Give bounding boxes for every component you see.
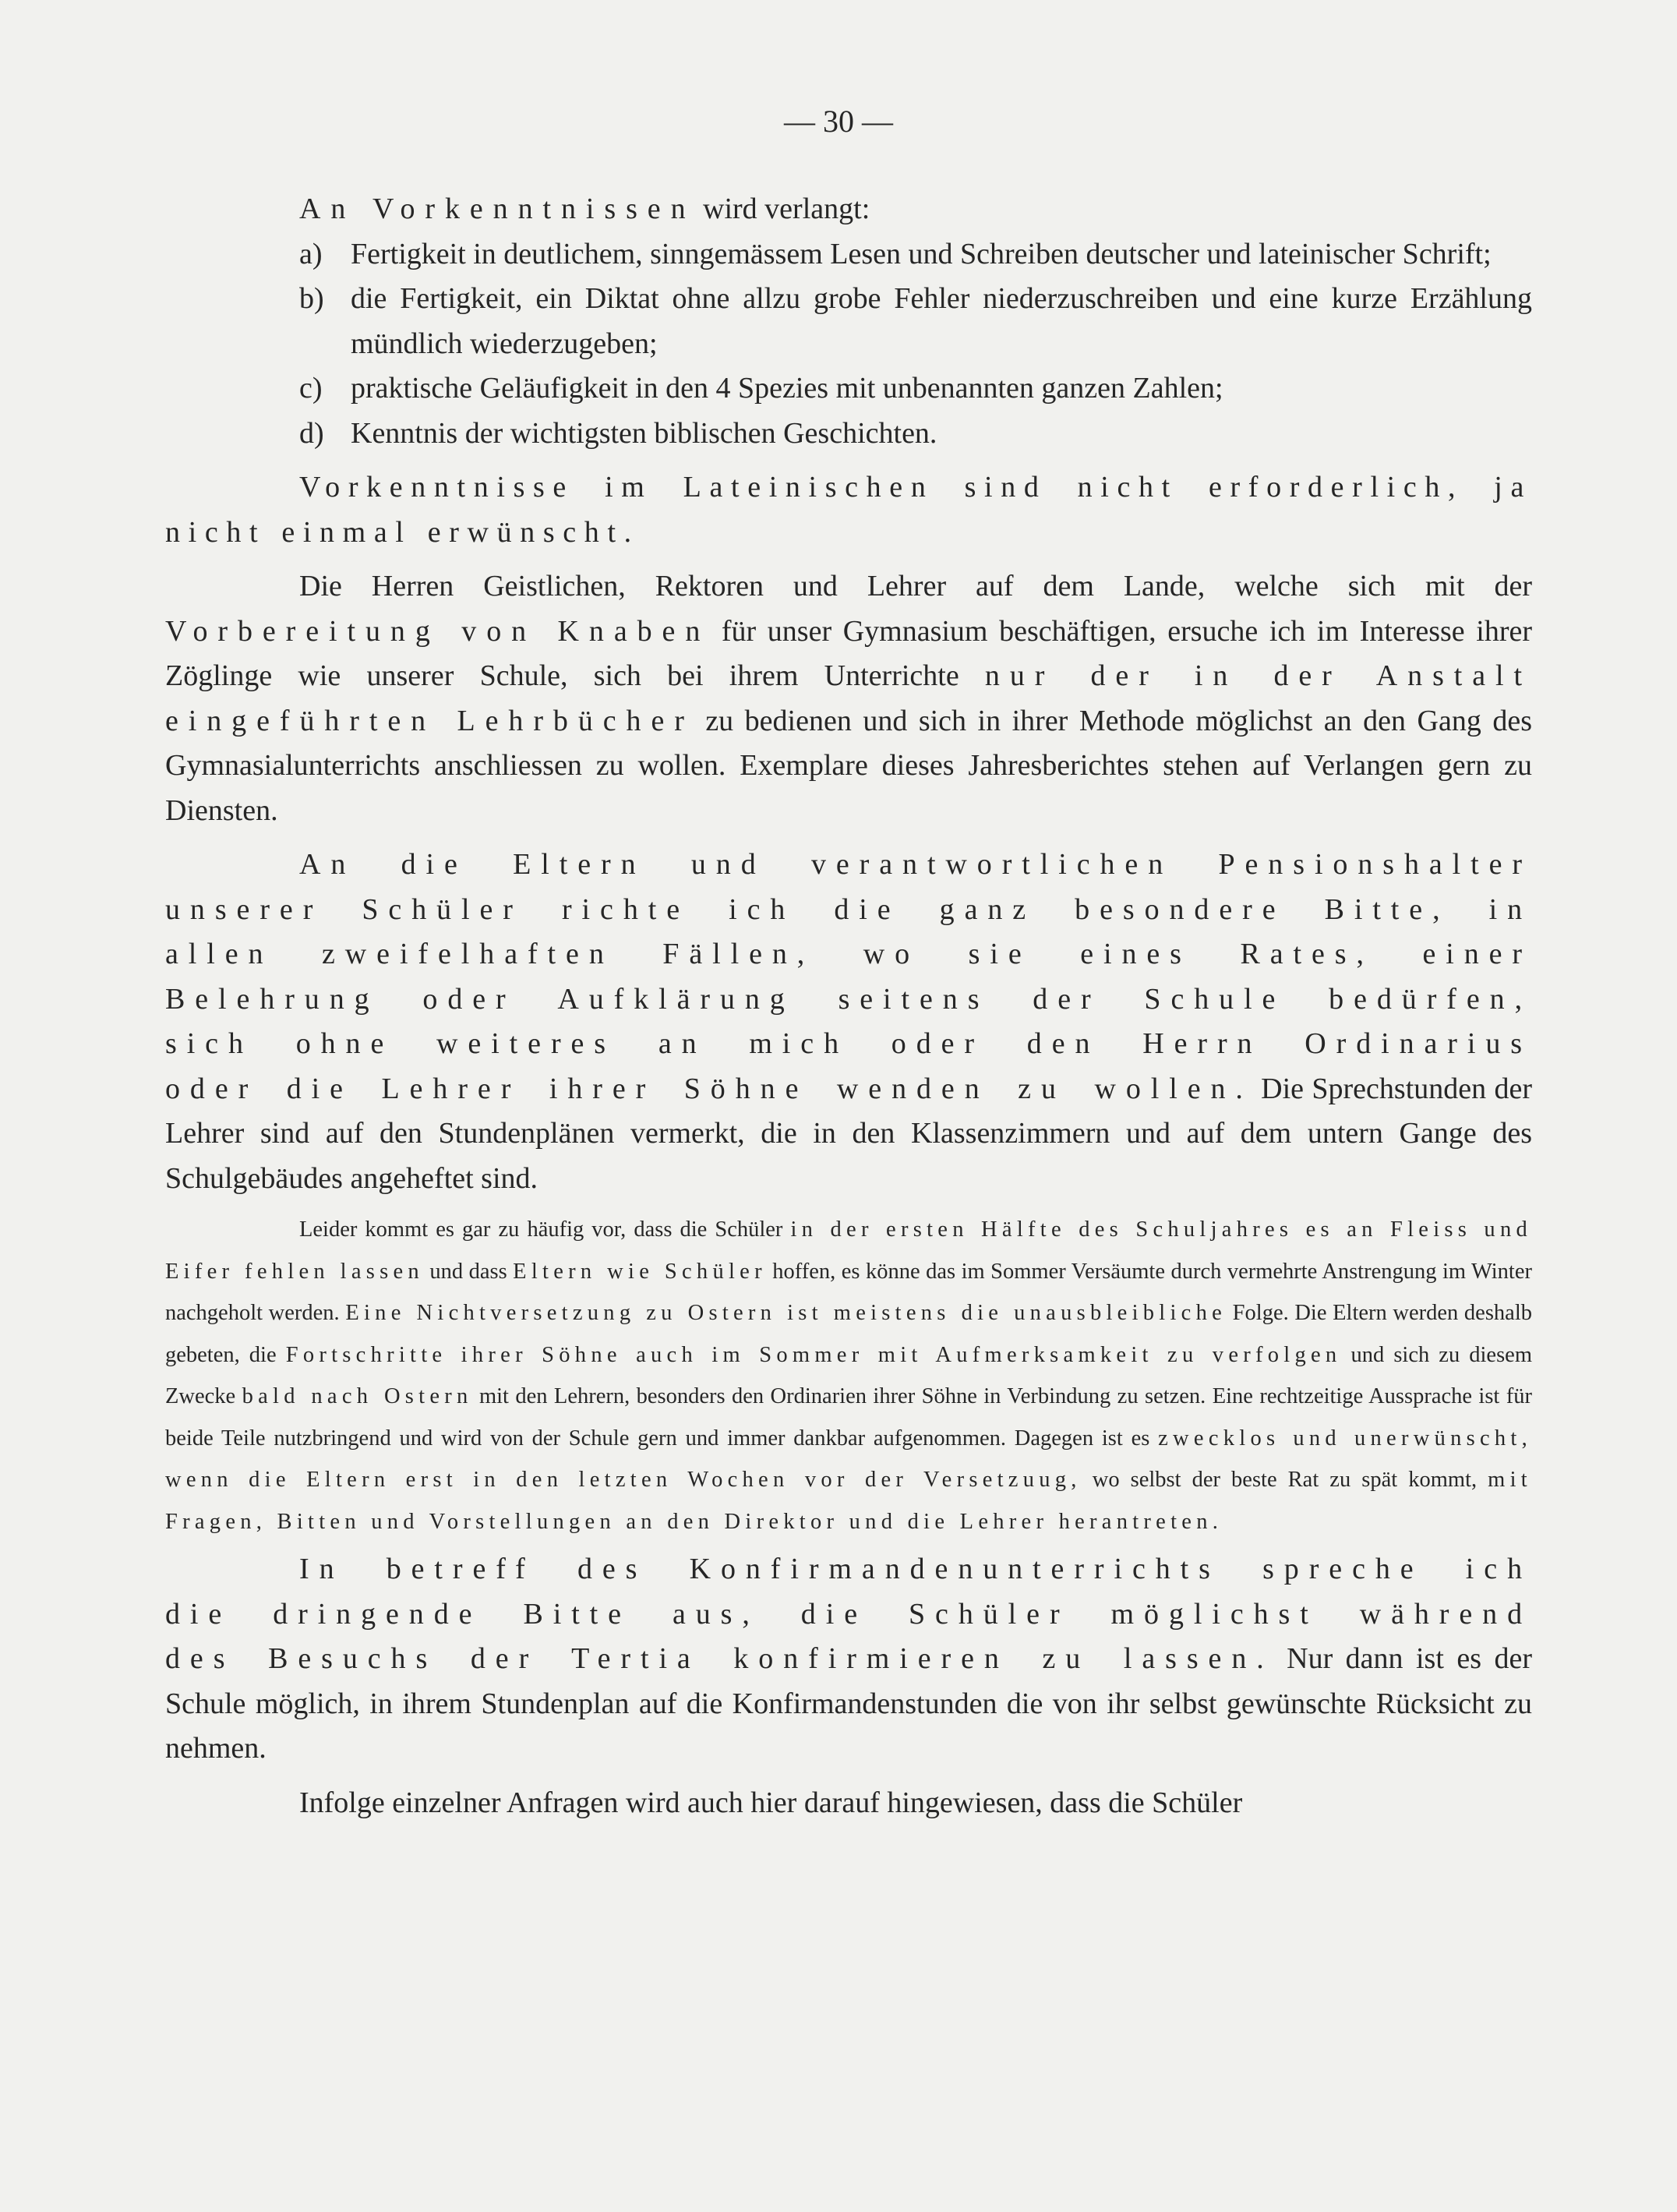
confirmation-text: Nur dann ist es der Schule möglich, in ihrem Stundenplan auf die Konfirmandenstunden die von ihr selbst gewünschte Rücksicht zu nehmen. (165, 1642, 1532, 1765)
footnote-emph-5: bald nach Ostern (242, 1384, 473, 1408)
prerequisites-intro-rest: wird verlangt: (695, 193, 870, 225)
footnote-text-6: mit den Lehrern, besonders den Ordinarien ihrer Söhne in Verbindung zu setzen. Eine rechtzeitige Aussprache ist für beide Teile nutzbringend und wird von der Schule gern und immer dankbar aufgenommen. Dagegen ist es (165, 1384, 1532, 1451)
latin-note-emph: Vorkenntnisse im Lateinischen sind nicht erforderlich, ja nicht einmal erwünscht. (165, 471, 1532, 549)
list-item-marker: d) (299, 416, 324, 450)
footnote-text-1: Leider kommt es gar zu häufig vor, dass die Schüler (299, 1217, 791, 1242)
paragraph-latin-note (165, 465, 1532, 555)
list-item-text: Kenntnis der wichtigsten biblischen Geschichten. (351, 416, 937, 450)
footnote-emph-2: Eltern wie Schüler (513, 1259, 767, 1284)
body-text (165, 187, 1532, 1825)
footnote-text-3: hoffen, es könne das im Sommer Versäumte durch vermehrte Anstrengung im Winter nachgeholt werden. (165, 1259, 1532, 1325)
parents-emph: An die Eltern und verantwortlichen Pensionshalter unserer Schüler richte ich die ganz besondere Bitte, in allen zweifelhaften Fällen, wo sie eines Rates, einer Belehrung oder Aufklärung seitens der Schule bedürfen, sich ohne weiteres an mich oder den Herrn Ordinarius oder die Lehrer ihrer Söhne wenden zu wollen. (165, 848, 1532, 1105)
prerequisites-intro-emph: An Vorkenntnissen (299, 193, 696, 225)
paragraph-parents (165, 843, 1532, 1201)
footnote-emph-3: Eine Nichtversetzung zu Ostern ist meistens die unausbleibliche (345, 1301, 1227, 1325)
clergy-text-3: zu bedienen und sich in ihrer Methode möglichst an den Gang des Gymnasialunterrichts anschliessen zu wollen. Exemplare dieses Jahresberichtes stehen auf Verlangen gern zu Diensten. (165, 704, 1532, 827)
footnote-emph-7: mit Fragen, Bitten und Vorstellungen an den Direktor und die Lehrer herantreten. (165, 1468, 1532, 1534)
list-item-text: Fertigkeit in deutlichem, sinngemässem Lesen und Schreiben deutscher und lateinischer Schrift; (351, 237, 1492, 270)
footnote-emph-4: Fortschritte ihrer Söhne auch im Sommer mit Aufmerksamkeit zu verfolgen (285, 1342, 1342, 1367)
list-item (299, 412, 1532, 457)
footnote-emph-6: zwecklos und unerwünscht, wenn die Eltern erst in den letzten Wochen vor der Versetzuug, (165, 1426, 1532, 1492)
footnote-text-7: wo selbst der beste Rat zu spät kommt, (1081, 1468, 1488, 1492)
paragraph-last (165, 1781, 1532, 1826)
list-item-marker: a) (299, 237, 323, 270)
list-item (299, 232, 1532, 277)
parents-text: Die Sprechstunden der Lehrer sind auf den Stundenplänen vermerkt, die in den Klassenzimmern und auf dem untern Gange des Schulgebäudes angeheftet sind. (165, 1072, 1532, 1195)
footnote-text-2: und dass (423, 1259, 514, 1284)
footnote-text-5: und sich zu diesem Zwecke (165, 1342, 1532, 1408)
clergy-emph-2: nur der in der Anstalt eingeführten Lehrbücher (165, 659, 1532, 737)
footnote-emph-1: in der ersten Hälfte des Schuljahres es an Fleiss und Eifer fehlen lassen (165, 1217, 1532, 1284)
prerequisites-intro (299, 187, 1532, 232)
paragraph-clergy (165, 564, 1532, 833)
list-item (299, 277, 1532, 366)
list-item-text: die Fertigkeit, ein Diktat ohne allzu grobe Fehler niederzuschreiben und eine kurze Erzählung mündlich wiederzugeben; (351, 282, 1532, 360)
clergy-emph-1: Vorbereitung von Knaben (165, 614, 711, 648)
clergy-text-2: für unser Gymnasium beschäftigen, ersuche ich im Interesse ihrer Zöglinge wie unserer Schule, sich bei ihrem Unterrichte (165, 614, 1532, 692)
page-number: — 30 — (784, 104, 893, 139)
paragraph-confirmation (165, 1547, 1532, 1772)
footnote-text-4: Folge. Die Eltern werden deshalb gebeten, die (165, 1301, 1532, 1367)
clergy-text-1: Die Herren Geistlichen, Rektoren und Lehrer auf dem Lande, welche sich mit der (299, 570, 1532, 602)
list-item (299, 366, 1532, 412)
footnote (165, 1209, 1532, 1542)
confirmation-emph: In betreff des Konfirmandenunterrichts spreche ich die dringende Bitte aus, die Schüler möglichst während des Besuchs der Tertia konfirmieren zu lassen. (165, 1553, 1532, 1675)
list-item-marker: b) (299, 282, 324, 315)
list-item-text: praktische Geläufigkeit in den 4 Spezies mit unbenannten ganzen Zahlen; (351, 372, 1223, 405)
last-text: Infolge einzelner Anfragen wird auch hier darauf hingewiesen, dass die Schüler (299, 1786, 1243, 1819)
list-item-marker: c) (299, 372, 323, 405)
